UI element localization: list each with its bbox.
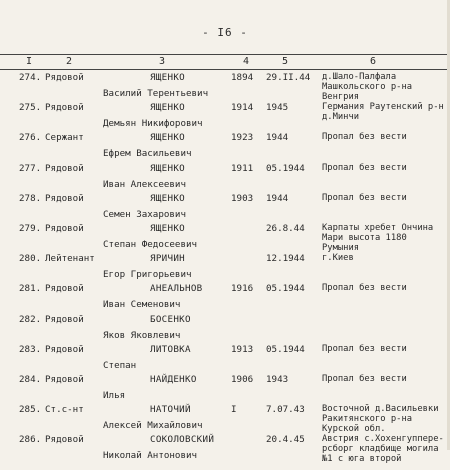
- record-rank: Рядовой: [45, 313, 84, 325]
- record-date: 05.1944: [266, 283, 305, 295]
- record-surname: СОКОЛОВСКИЙ: [150, 434, 215, 446]
- record-number: 275.: [19, 102, 42, 114]
- record-rank: Рядовой: [45, 343, 84, 355]
- header-col-6: 6: [370, 56, 377, 67]
- table-header: [0, 54, 450, 70]
- header-col-4: 4: [243, 56, 250, 67]
- record-rank: Сержант: [45, 132, 84, 144]
- record-surname: АНЕАЛЬНОВ: [150, 283, 203, 295]
- record-surname: ЯЩЕНКО: [150, 162, 185, 174]
- record-note: Пропал без вести: [322, 374, 407, 384]
- record-number: 274.: [19, 72, 42, 83]
- record-note: Пропал без вести: [322, 162, 407, 173]
- record-note: Карпаты хребет Ончина Мари высота 1180 Румыния: [322, 223, 434, 253]
- record-given-name: Яков Яковлевич: [103, 329, 181, 341]
- record-given-name: Степан: [103, 359, 137, 371]
- record-number: 281.: [19, 283, 42, 295]
- record-note: Австрия с.Хохенгуппере-рсборг кладбище могила №1 с юга второй: [322, 434, 444, 465]
- record-surname: ЯРИЧИН: [150, 253, 185, 265]
- record-number: 282.: [19, 313, 42, 325]
- record-number: 278.: [19, 192, 42, 204]
- record-number: 279.: [19, 223, 42, 234]
- record-note: Пропал без вести: [322, 192, 407, 203]
- record-date: 20.4.45: [266, 434, 305, 446]
- record-date: 26.8.44: [266, 223, 305, 234]
- record-date: 1945: [266, 102, 289, 114]
- record-birth-year: 1894: [231, 72, 254, 83]
- record-date: 05.1944: [266, 343, 305, 355]
- record-surname: ЛИТОВКА: [150, 343, 191, 355]
- record-surname: ЯЩЕНКО: [150, 72, 185, 83]
- page-number: - I6 -: [202, 26, 248, 39]
- record-number: 286.: [19, 434, 42, 446]
- record-note: д.Шало-Палфала Машкольского р-на Венгрия: [322, 72, 413, 102]
- record-rank: Рядовой: [45, 102, 84, 114]
- list-item: [0, 434, 450, 470]
- record-given-name: Ефрем Васильевич: [103, 148, 192, 160]
- header-col-2: 2: [66, 56, 73, 67]
- record-given-name: Николай Антонович: [103, 450, 198, 462]
- record-note: Германия Раутенский р-н д.Минчи: [322, 102, 444, 123]
- record-surname: ЯЩЕНКО: [150, 132, 185, 144]
- record-date: 1944: [266, 192, 289, 204]
- record-given-name: Демьян Никифорович: [103, 118, 203, 130]
- record-number: 285.: [19, 404, 42, 416]
- record-surname: НАЙДЕНКО: [150, 374, 197, 385]
- record-surname: ЯЩЕНКО: [150, 192, 185, 204]
- record-birth-year: 1903: [231, 192, 254, 204]
- record-birth-year: 1911: [231, 162, 254, 174]
- record-date: 29.II.44: [266, 72, 311, 83]
- record-surname: БОСЕНКО: [150, 313, 191, 325]
- record-surname: НАТОЧИЙ: [150, 404, 191, 416]
- record-note: Пропал без вести: [322, 343, 407, 354]
- record-date: 1944: [266, 132, 289, 144]
- header-col-1: I: [26, 56, 33, 67]
- record-birth-year: 1914: [231, 102, 254, 114]
- record-number: 280.: [19, 253, 42, 265]
- record-birth-year: 1923: [231, 132, 254, 144]
- record-rank: Рядовой: [45, 192, 84, 204]
- record-given-name: Илья: [103, 390, 126, 401]
- record-given-name: Семен Захарович: [103, 208, 186, 220]
- record-given-name: Степан Федосеевич: [103, 239, 198, 250]
- record-date: 7.07.43: [266, 404, 305, 416]
- record-note: Пропал без вести: [322, 283, 407, 294]
- record-number: 276.: [19, 132, 42, 144]
- record-number: 277.: [19, 162, 42, 174]
- record-rank: Рядовой: [45, 223, 84, 234]
- record-surname: ЯЩЕНКО: [150, 223, 185, 234]
- record-date: 05.1944: [266, 162, 305, 174]
- record-birth-year: 1916: [231, 283, 254, 295]
- record-birth-year: I: [231, 404, 237, 416]
- record-rank: Рядовой: [45, 72, 84, 83]
- record-rank: Ст.с-нт: [45, 404, 84, 416]
- record-rank: Рядовой: [45, 434, 84, 446]
- header-col-5: 5: [282, 56, 289, 67]
- record-birth-year: 1913: [231, 343, 254, 355]
- record-note: Восточной д.Васильевки Ракитянского р-на Курской обл.: [322, 404, 439, 435]
- record-given-name: Иван Алексеевич: [103, 178, 186, 190]
- record-given-name: Иван Семенович: [103, 299, 181, 311]
- record-number: 284.: [19, 374, 42, 385]
- record-rank: Рядовой: [45, 162, 84, 174]
- record-note: Пропал без вести: [322, 132, 407, 143]
- record-rank: Рядовой: [45, 283, 84, 295]
- record-given-name: Алексей Михайлович: [103, 420, 203, 432]
- record-given-name: Василий Терентьевич: [103, 88, 209, 99]
- record-given-name: Егор Григорьевич: [103, 269, 192, 281]
- record-surname: ЯЩЕНКО: [150, 102, 185, 114]
- record-birth-year: 1906: [231, 374, 254, 385]
- header-col-3: 3: [159, 56, 166, 67]
- record-note: г.Киев: [322, 253, 354, 264]
- record-date: 12.1944: [266, 253, 305, 265]
- record-rank: Лейтенант: [45, 253, 95, 265]
- record-date: 1943: [266, 374, 289, 385]
- record-rank: Рядовой: [45, 374, 84, 385]
- record-number: 283.: [19, 343, 42, 355]
